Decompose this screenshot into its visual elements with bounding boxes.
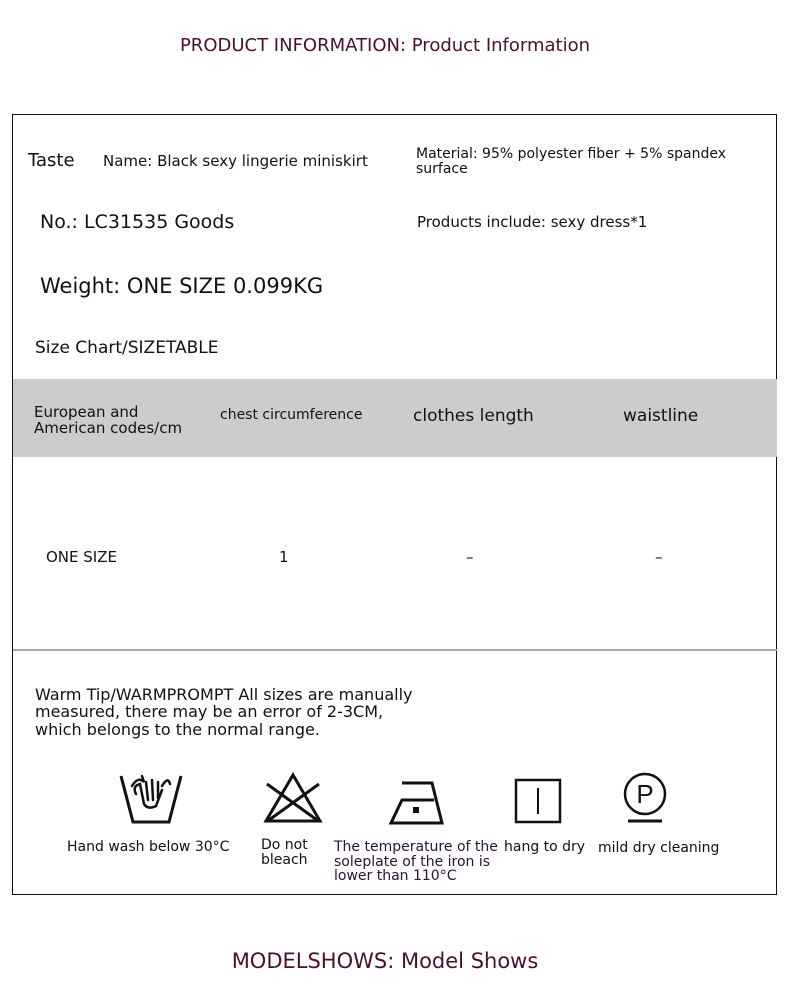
cell-length: – [466, 548, 474, 566]
care-label-hand-wash: Hand wash below 30°C [67, 839, 230, 855]
product-number: No.: LC31535 Goods [40, 211, 235, 233]
product-weight: Weight: ONE SIZE 0.099KG [40, 274, 324, 298]
column-header-length: clothes length [413, 406, 534, 426]
taste-label: Taste [28, 150, 75, 171]
svg-text:P: P [636, 779, 654, 809]
divider [13, 649, 777, 651]
product-name: Name: Black sexy lingerie miniskirt [103, 152, 368, 170]
do-not-bleach-icon [263, 772, 323, 824]
care-label-iron: The temperature of the soleplate of the iron is lower than 110°C [334, 839, 498, 885]
cell-waist: – [655, 548, 663, 566]
section-title-product-information: PRODUCT INFORMATION: Product Information [179, 35, 591, 56]
care-label-hang-dry: hang to dry [504, 839, 586, 855]
care-label-no-bleach: Do not bleach [261, 837, 308, 868]
hang-dry-icon [514, 778, 562, 824]
product-includes: Products include: sexy dress*1 [417, 213, 648, 231]
column-header-waist: waistline [623, 406, 699, 426]
section-title-model-shows: MODELSHOWS: Model Shows [231, 949, 539, 973]
cell-size: ONE SIZE [46, 548, 117, 566]
cell-chest: 1 [279, 548, 289, 566]
warm-tip: Warm Tip/WARMPROMPT All sizes are manually measured, there may be an error of 2-3CM, which belongs to the normal range. [35, 685, 413, 739]
column-header-codes: European and American codes/cm [34, 403, 183, 437]
size-chart-label: Size Chart/SIZETABLE [35, 338, 219, 358]
care-label-dry-clean: mild dry cleaning [598, 840, 720, 856]
mild-dry-clean-icon [620, 772, 670, 824]
iron-low-temp-icon [388, 780, 444, 826]
column-header-chest: chest circumference [220, 407, 363, 423]
product-material: Material: 95% polyester fiber + 5% spandex surface [416, 146, 726, 177]
hand-wash-icon [118, 772, 184, 826]
